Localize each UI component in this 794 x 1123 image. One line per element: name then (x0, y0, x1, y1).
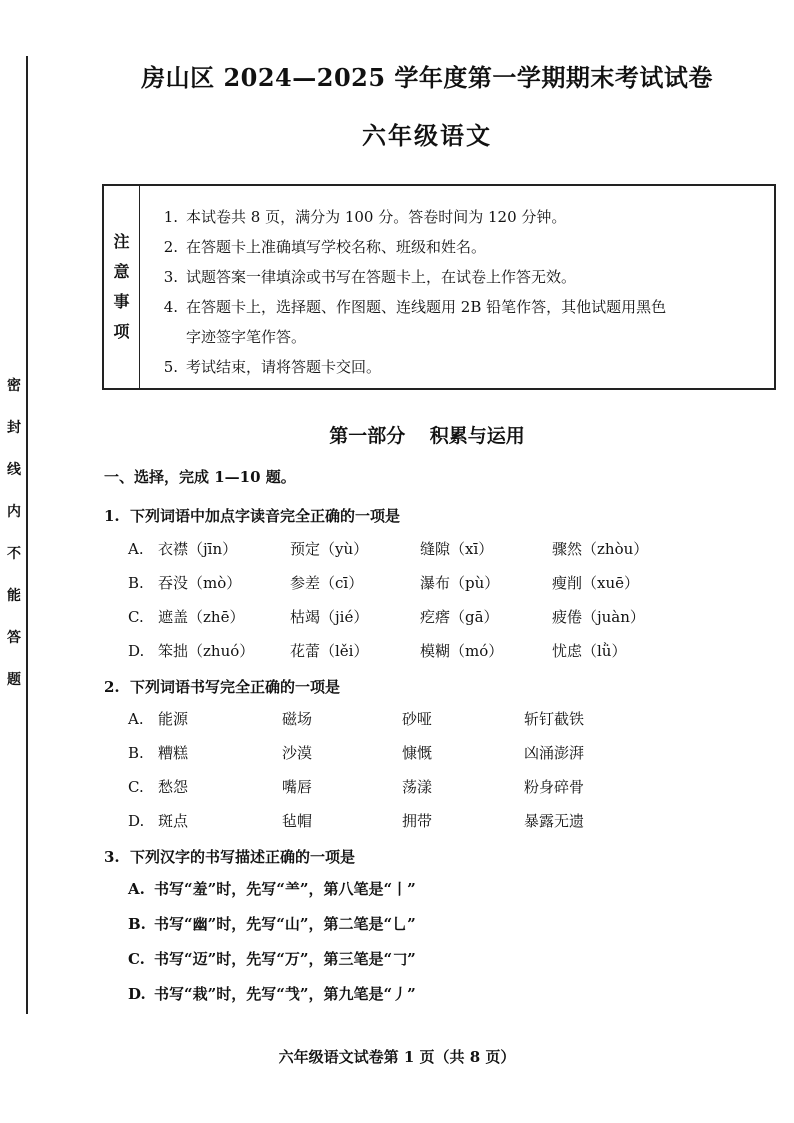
seal-line-text (4, 376, 24, 712)
option-word: 遮盖（zhē） (158, 608, 245, 626)
seal-char: 题 (7, 672, 21, 688)
option-word: 毡帽 (282, 812, 313, 830)
option-word: 瀑布（pù） (420, 574, 500, 592)
question-1-stem (104, 505, 400, 526)
notice-item-text: 字迹签字笔作答。 (186, 328, 307, 346)
question-text: 下列词语中加点字读音完全正确的一项是 (130, 507, 401, 525)
option-word: 预定（yù） (290, 540, 369, 558)
option-label: B. (128, 915, 146, 933)
notice-item-num (140, 322, 186, 352)
notice-item-text: 本试卷共 8 页，满分为 100 分。答卷时间为 120 分钟。 (186, 208, 567, 226)
question-number: 3. (104, 848, 120, 866)
option-text: 书写“迈”时，先写“万”，第三笔是“𠃌” (154, 950, 416, 968)
notice-item-num: 5. (163, 358, 178, 376)
notice-label-char: 事 (113, 292, 130, 311)
notice-item-num: 3. (163, 268, 178, 286)
exam-title: 房山区 2024—2025 学年度第一学期期末考试试卷 (141, 63, 713, 92)
option-word: 疙瘩（gā） (420, 608, 499, 626)
notice-item-text: 考试结束，请将答题卡交回。 (186, 358, 382, 376)
option-word: 骤然（zhòu） (552, 540, 649, 558)
question-text: 下列词语书写完全正确的一项是 (130, 678, 341, 696)
option-label: D. (128, 985, 146, 1003)
notice-item (140, 262, 766, 292)
option-text: 书写“栽”时，先写“𢦏”，第九笔是“丿” (154, 985, 416, 1003)
option-word: 嘴唇 (282, 778, 313, 796)
section-heading: 一、选择，完成 1—10 题。 (104, 468, 296, 486)
option-word: 粉身碎骨 (524, 778, 585, 796)
option-word: 缝隙（xī） (420, 540, 494, 558)
option-word: 能源 (158, 710, 189, 728)
page-footer: 六年级语文试卷第 1 页（共 8 页） (278, 1048, 516, 1066)
question-text: 下列汉字的书写描述正确的一项是 (130, 848, 356, 866)
option-label: B. (128, 744, 144, 762)
option-word: 斩钉截铁 (524, 710, 585, 728)
option-word: 衣襟（jīn） (158, 540, 238, 558)
option-word: 砂哑 (402, 710, 433, 728)
notice-item-text: 试题答案一律填涂或书写在答题卡上，在试卷上作答无效。 (186, 268, 577, 286)
option-label: B. (128, 574, 144, 592)
seal-char: 内 (7, 504, 21, 520)
option-word: 凶涌澎湃 (524, 744, 585, 762)
question-number: 1. (104, 507, 120, 525)
option-label: C. (128, 950, 145, 968)
notice-label (104, 186, 140, 388)
option-label: A. (128, 710, 144, 728)
option-word: 斑点 (158, 812, 189, 830)
notice-item (140, 352, 766, 382)
notice-item (140, 202, 766, 232)
part-title: 第一部分 积累与运用 (329, 425, 525, 447)
option-word: 磁场 (282, 710, 313, 728)
option-word: 模糊（mó） (420, 642, 504, 660)
option-text: 书写“幽”时，先写“山”，第二笔是“乚” (154, 915, 416, 933)
seal-char: 密 (7, 378, 21, 394)
notice-item-text: 在答题卡上，选择题、作图题、连线题用 2B 铅笔作答，其他试题用黑色 (186, 298, 667, 316)
option-label: A. (128, 540, 144, 558)
notice-item-num: 1. (163, 208, 178, 226)
notice-item-num: 2. (163, 238, 178, 256)
question-number: 2. (104, 678, 120, 696)
notice-item (140, 322, 766, 352)
option-word: 暴露无遗 (524, 812, 585, 830)
option-word: 荡漾 (402, 778, 433, 796)
notice-list (140, 202, 766, 382)
option-label: C. (128, 608, 144, 626)
option-label: C. (128, 778, 144, 796)
option-word: 忧虑（lǜ） (552, 642, 627, 660)
option-word: 花蕾（lěi） (290, 642, 369, 660)
option-word: 瘦削（xuē） (552, 574, 639, 592)
option-word: 吞没（mò） (158, 574, 242, 592)
question-3-stem (104, 846, 355, 867)
option-word: 疲倦（juàn） (552, 608, 645, 626)
notice-label-char: 注 (113, 232, 130, 251)
option-word: 拥带 (402, 812, 433, 830)
notice-item (140, 232, 766, 262)
option-text: 书写“羞”时，先写“⺷”，第八笔是“丨” (154, 880, 416, 898)
notice-box (102, 184, 776, 390)
seal-char: 封 (7, 420, 21, 436)
seal-line (26, 56, 28, 1014)
seal-char: 答 (7, 630, 21, 646)
notice-label-char: 项 (113, 322, 130, 341)
option-label: D. (128, 642, 145, 660)
notice-label-char: 意 (113, 262, 130, 281)
notice-item (140, 292, 766, 322)
seal-char: 能 (7, 588, 21, 604)
exam-subtitle: 六年级语文 (362, 121, 492, 150)
option-word: 沙漠 (282, 744, 313, 762)
option-word: 慷慨 (402, 744, 433, 762)
option-word: 参差（cī） (290, 574, 364, 592)
option-word: 枯竭（jié） (290, 608, 369, 626)
option-label: D. (128, 812, 145, 830)
option-word: 笨拙（zhuó） (158, 642, 255, 660)
option-word: 糟糕 (158, 744, 189, 762)
notice-item-text: 在答题卡上准确填写学校名称、班级和姓名。 (186, 238, 487, 256)
question-2-stem (104, 676, 340, 697)
seal-char: 线 (7, 462, 21, 478)
seal-char: 不 (7, 546, 21, 562)
option-label: A. (128, 880, 145, 898)
option-word: 愁怨 (158, 778, 189, 796)
notice-item-num: 4. (163, 298, 178, 316)
